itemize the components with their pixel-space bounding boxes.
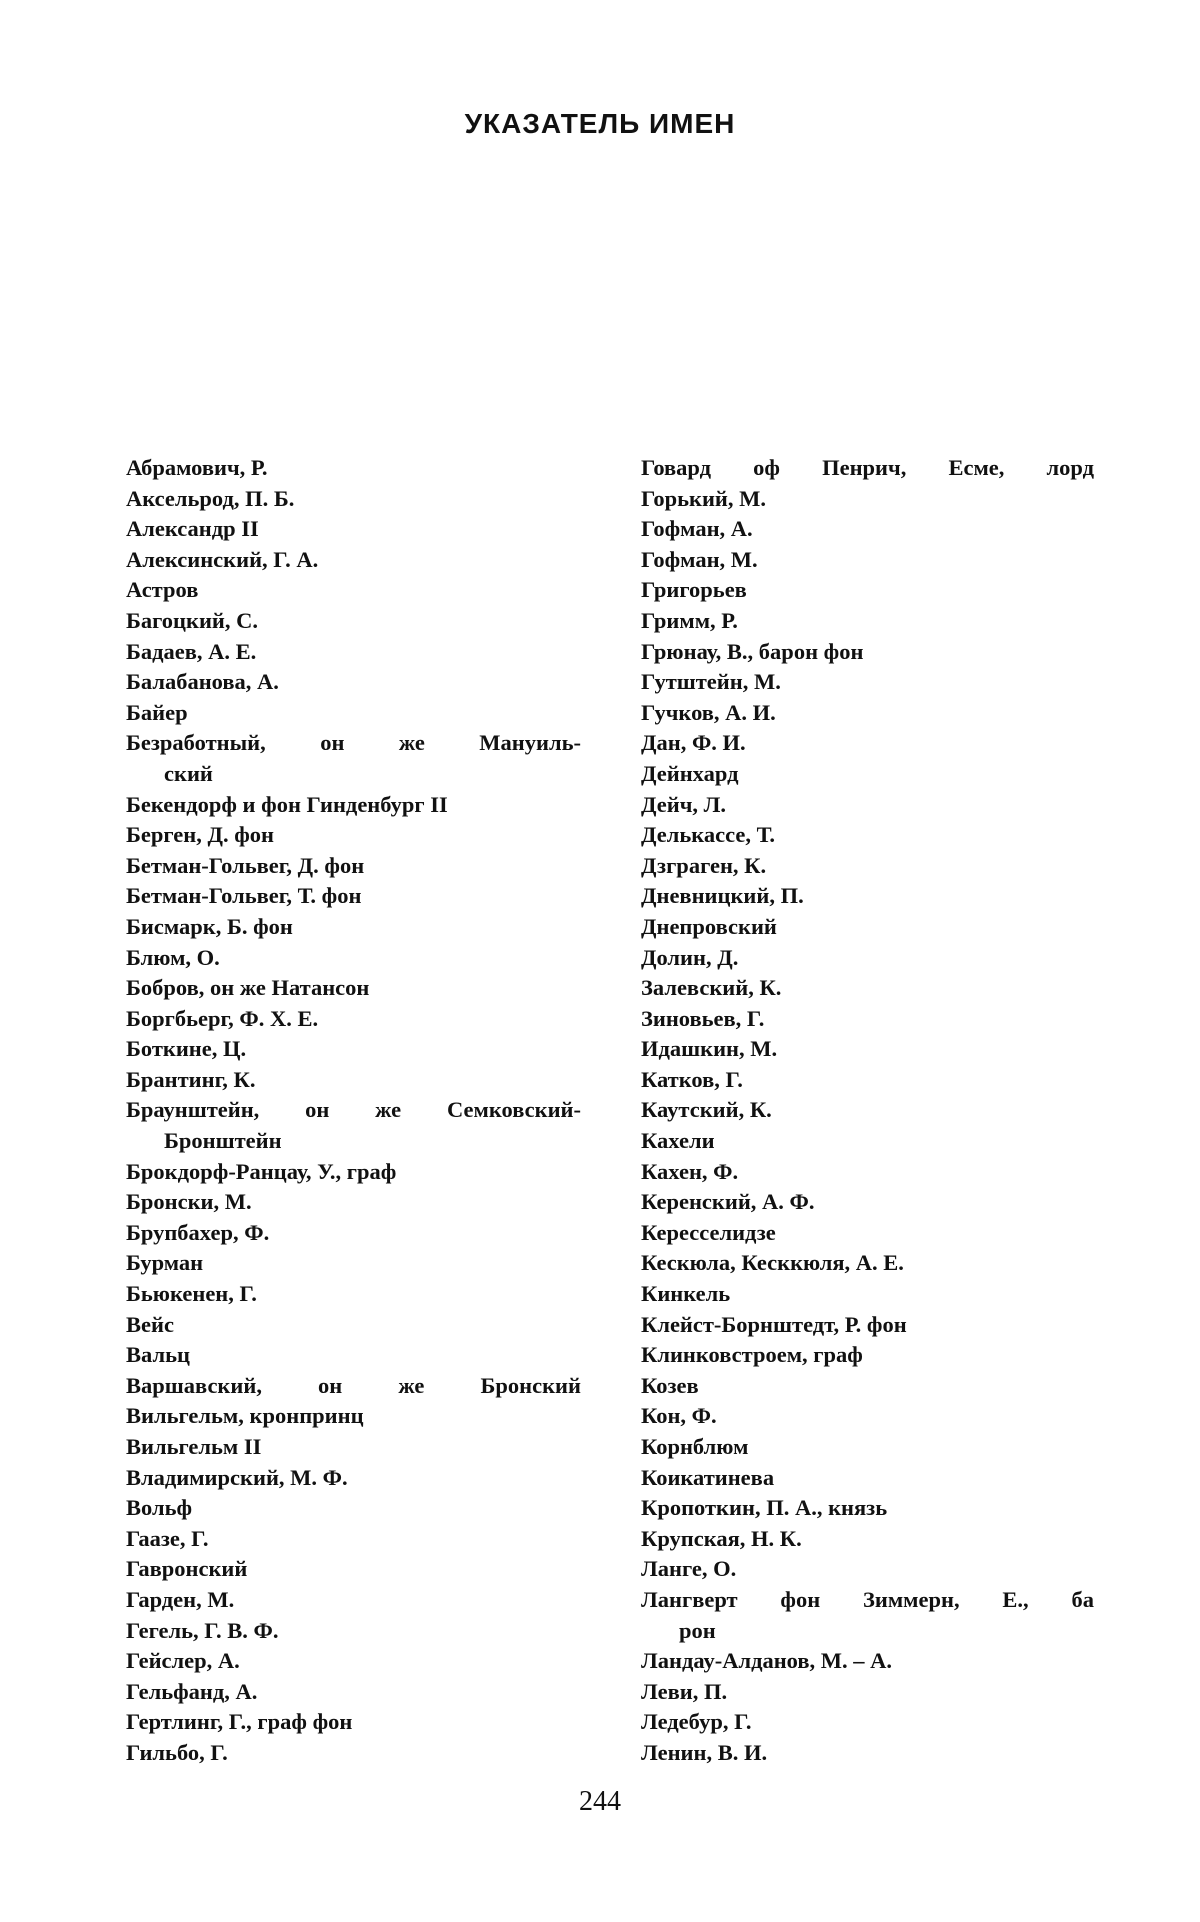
index-entry-text: Берген, Д. фон bbox=[126, 822, 275, 848]
index-entry-text: Бадаев, А. Е. bbox=[126, 638, 257, 664]
index-entry bbox=[641, 881, 1094, 912]
index-entry bbox=[641, 1677, 1094, 1708]
index-entry-text: Коикатинева bbox=[641, 1464, 775, 1490]
index-entry-text: Бобров, он же Натансон bbox=[126, 975, 370, 1001]
index-entry bbox=[641, 1218, 1094, 1249]
index-entry bbox=[641, 545, 1094, 576]
index-entry bbox=[641, 484, 1094, 515]
index-entry bbox=[126, 1034, 581, 1065]
index-entry bbox=[126, 1310, 581, 1341]
index-entry-text: Гучков, А. И. bbox=[641, 699, 776, 725]
index-entry bbox=[641, 851, 1094, 882]
index-entry bbox=[126, 1616, 581, 1647]
index-entry bbox=[641, 759, 1094, 790]
index-entry bbox=[126, 1187, 581, 1218]
index-entry-text: Григорьев bbox=[641, 577, 747, 603]
index-entry bbox=[126, 1585, 581, 1616]
index-entry bbox=[126, 1493, 581, 1524]
index-entry-text: Вильгельм, кронпринц bbox=[126, 1403, 364, 1429]
index-entry bbox=[641, 1463, 1094, 1494]
index-entry bbox=[126, 1524, 581, 1555]
index-entry-text: Блюм, О. bbox=[126, 944, 220, 970]
index-entry-text: Гофман, М. bbox=[641, 546, 758, 572]
index-entry bbox=[126, 1218, 581, 1249]
index-entry-text: Брокдорф-Ранцау, У., граф bbox=[126, 1158, 397, 1184]
index-entry bbox=[126, 973, 581, 1004]
index-entry-text: Кахен, Ф. bbox=[641, 1158, 739, 1184]
index-entry bbox=[126, 1677, 581, 1708]
index-entry-text: Абрамович, Р. bbox=[126, 455, 268, 480]
index-entry bbox=[126, 545, 581, 576]
index-entry bbox=[126, 1157, 581, 1188]
index-entry bbox=[641, 1157, 1094, 1188]
index-entry-text: Брантинг, К. bbox=[126, 1066, 256, 1092]
index-entry-text: Боргбьерг, Ф. Х. Е. bbox=[126, 1005, 319, 1031]
index-entry bbox=[641, 1004, 1094, 1035]
index-column-right bbox=[641, 453, 1094, 1769]
index-entry bbox=[641, 1646, 1094, 1677]
index-entry-text: Вильгельм II bbox=[126, 1434, 262, 1459]
index-entry-text: Каутский, К. bbox=[641, 1097, 772, 1123]
index-entry bbox=[126, 1279, 581, 1310]
index-entry-text: Бурман bbox=[126, 1250, 204, 1276]
index-entry bbox=[126, 453, 581, 484]
index-entry-text: Зиновьев, Г. bbox=[641, 1005, 765, 1031]
index-entry-text: Браунштейн, он же Семковский- bbox=[126, 1097, 581, 1123]
index-entry-text: Долин, Д. bbox=[641, 944, 739, 970]
index-entry-text: Днепровский bbox=[641, 913, 777, 939]
index-entry-text: Вейс bbox=[126, 1311, 174, 1337]
index-entry-text: Дейч, Л. bbox=[641, 791, 727, 817]
index-entry bbox=[641, 973, 1094, 1004]
index-entry bbox=[126, 1340, 581, 1371]
index-entry bbox=[641, 606, 1094, 637]
index-entry bbox=[126, 484, 581, 515]
index-entry bbox=[641, 1585, 1094, 1646]
index-entry-text: Бьюкенен, Г. bbox=[126, 1281, 257, 1307]
index-entry bbox=[126, 1065, 581, 1096]
index-entry-text: Бекендорф и фон Гинденбург II bbox=[126, 791, 448, 817]
index-entry-text: Байер bbox=[126, 699, 188, 725]
index-entry-text: Делькассе, Т. bbox=[641, 822, 776, 848]
index-entry-text: Говард оф Пенрич, Есме, лорд bbox=[641, 455, 1094, 480]
index-entry-text: Боткине, Ц. bbox=[126, 1036, 247, 1062]
index-entry bbox=[126, 514, 581, 545]
index-entry-text: Дзграген, К. bbox=[641, 852, 767, 878]
index-entry bbox=[641, 1707, 1094, 1738]
index-entry bbox=[641, 1371, 1094, 1402]
index-entry-text: Балабанова, А. bbox=[126, 669, 279, 695]
index-entry bbox=[126, 820, 581, 851]
page-title: УКАЗАТЕЛЬ ИМЕН bbox=[464, 108, 736, 139]
index-entry-text: Брупбахер, Ф. bbox=[126, 1219, 270, 1245]
index-entry-text: Дневницкий, П. bbox=[641, 883, 804, 909]
index-column-left bbox=[126, 453, 581, 1769]
page-number: 244 bbox=[579, 1786, 621, 1817]
index-entry bbox=[641, 667, 1094, 698]
index-entry bbox=[641, 1095, 1094, 1126]
index-entry bbox=[126, 912, 581, 943]
index-entry bbox=[126, 1554, 581, 1585]
index-entry-text: Гертлинг, Г., граф фон bbox=[126, 1709, 353, 1735]
index-entry-text: Горький, М. bbox=[641, 485, 767, 511]
index-entry-text: Алексинский, Г. А. bbox=[126, 546, 319, 572]
index-entry-text: Гегель, Г. В. Ф. bbox=[126, 1617, 279, 1643]
index-entry-text: Гильбо, Г. bbox=[126, 1739, 228, 1765]
index-entry bbox=[641, 1187, 1094, 1218]
index-entry-text: Варшавский, он же Бронский bbox=[126, 1372, 581, 1398]
index-entry bbox=[126, 881, 581, 912]
index-entry-text: Катков, Г. bbox=[641, 1066, 743, 1092]
index-entry-text: Астров bbox=[126, 577, 199, 603]
index-entry-text: Бисмарк, Б. фон bbox=[126, 913, 293, 939]
index-entry bbox=[641, 912, 1094, 943]
index-entry-text: Бетман-Гольвег, Т. фон bbox=[126, 883, 362, 909]
index-entry bbox=[126, 698, 581, 729]
index-entry-continuation: Бронштейн bbox=[164, 1128, 282, 1154]
index-entry-text: Аксельрод, П. Б. bbox=[126, 485, 295, 511]
index-entry-text: Леви, П. bbox=[641, 1678, 728, 1704]
index-entry-text: Вальц bbox=[126, 1342, 190, 1368]
index-entry-text: Гавронский bbox=[126, 1556, 248, 1582]
index-entry bbox=[126, 606, 581, 637]
index-entry-text: Гутштейн, М. bbox=[641, 669, 781, 695]
index-entry bbox=[126, 637, 581, 668]
index-entry bbox=[126, 1401, 581, 1432]
index-entry-text: Гельфанд, А. bbox=[126, 1678, 258, 1704]
index-entry-text: Кахели bbox=[641, 1128, 715, 1154]
index-entry bbox=[641, 1279, 1094, 1310]
index-entry-text: Владимирский, М. Ф. bbox=[126, 1464, 348, 1490]
index-entry-text: Залевский, К. bbox=[641, 975, 782, 1001]
index-entry bbox=[641, 1065, 1094, 1096]
index-entry bbox=[126, 1432, 581, 1463]
index-entry-text: Безработный, он же Мануиль- bbox=[126, 730, 581, 756]
index-entry-text: Дейнхард bbox=[641, 760, 739, 786]
index-entry-text: Корнблюм bbox=[641, 1434, 749, 1459]
index-entry bbox=[641, 790, 1094, 821]
index-entry-text: Кинкель bbox=[641, 1281, 731, 1307]
index-entry bbox=[126, 1707, 581, 1738]
index-entry bbox=[641, 637, 1094, 668]
index-entry-text: Гарден, М. bbox=[126, 1586, 235, 1612]
index-entry-text: Гаазе, Г. bbox=[126, 1525, 209, 1551]
index-entry bbox=[126, 1004, 581, 1035]
index-entry bbox=[641, 698, 1094, 729]
index-entry-continuation: ский bbox=[164, 760, 213, 786]
index-entry bbox=[641, 1524, 1094, 1555]
index-entry bbox=[641, 1310, 1094, 1341]
index-entry bbox=[126, 1248, 581, 1279]
index-entry bbox=[641, 943, 1094, 974]
index-entry-text: Клинковстроем, граф bbox=[641, 1342, 863, 1368]
index-entry-text: Бронски, М. bbox=[126, 1189, 252, 1215]
index-entry-text: Клейст-Борнштедт, Р. фон bbox=[641, 1311, 907, 1337]
index-entry-text: Дан, Ф. И. bbox=[641, 730, 746, 756]
index-entry bbox=[641, 1126, 1094, 1157]
index-entry-text: Кон, Ф. bbox=[641, 1403, 717, 1429]
index-entry-text: Ландау-Алданов, М. – А. bbox=[641, 1648, 893, 1674]
index-entry bbox=[641, 1401, 1094, 1432]
index-entry-text: Кересселидзе bbox=[641, 1219, 776, 1245]
index-entry-text: Гейслер, А. bbox=[126, 1648, 240, 1674]
index-entry-text: Багоцкий, С. bbox=[126, 607, 259, 633]
index-entry bbox=[641, 1034, 1094, 1065]
index-entry bbox=[641, 728, 1094, 759]
index-entry-text: Ледебур, Г. bbox=[641, 1709, 752, 1735]
index-entry bbox=[641, 1738, 1094, 1769]
index-entry-text: Крупская, Н. К. bbox=[641, 1525, 802, 1551]
index-entry bbox=[641, 453, 1094, 484]
index-entry bbox=[126, 1095, 581, 1156]
index-entry-text: Кропоткин, П. А., князь bbox=[641, 1495, 888, 1521]
index-entry bbox=[641, 1432, 1094, 1463]
index-entry-text: Ленин, В. И. bbox=[641, 1739, 768, 1765]
index-entry bbox=[126, 1646, 581, 1677]
index-entry bbox=[126, 667, 581, 698]
index-entry bbox=[126, 1738, 581, 1769]
index-entry bbox=[126, 943, 581, 974]
index-entry-text: Грюнау, В., барон фон bbox=[641, 638, 864, 664]
index-entry-text: Козев bbox=[641, 1372, 699, 1398]
index-entry-text: Вольф bbox=[126, 1495, 193, 1521]
index-entry bbox=[641, 575, 1094, 606]
index-entry-text: Бетман-Гольвег, Д. фон bbox=[126, 852, 365, 878]
index-entry bbox=[641, 820, 1094, 851]
index-entry bbox=[126, 575, 581, 606]
index-entry bbox=[641, 1248, 1094, 1279]
index-entry bbox=[641, 514, 1094, 545]
index-entry bbox=[641, 1340, 1094, 1371]
index-entry-text: Керенский, А. Ф. bbox=[641, 1189, 815, 1215]
index-entry-text: Идашкин, М. bbox=[641, 1036, 778, 1062]
index-entry-text: Гофман, А. bbox=[641, 516, 753, 542]
index-entry-text: Александр II bbox=[126, 516, 259, 542]
index-entry bbox=[641, 1554, 1094, 1585]
index-entry bbox=[126, 1463, 581, 1494]
index-entry-continuation: рон bbox=[679, 1617, 716, 1643]
index-entry-text: Гримм, Р. bbox=[641, 607, 738, 633]
index-entry bbox=[641, 1493, 1094, 1524]
index-entry-text: Ланге, О. bbox=[641, 1556, 737, 1582]
index-entry-text: Кескюла, Кесккюля, А. Е. bbox=[641, 1250, 904, 1276]
index-entry bbox=[126, 851, 581, 882]
index-entry-text: Лангверт фон Зиммерн, Е., ба bbox=[641, 1586, 1094, 1612]
index-entry bbox=[126, 790, 581, 821]
index-entry bbox=[126, 728, 581, 789]
index-entry bbox=[126, 1371, 581, 1402]
